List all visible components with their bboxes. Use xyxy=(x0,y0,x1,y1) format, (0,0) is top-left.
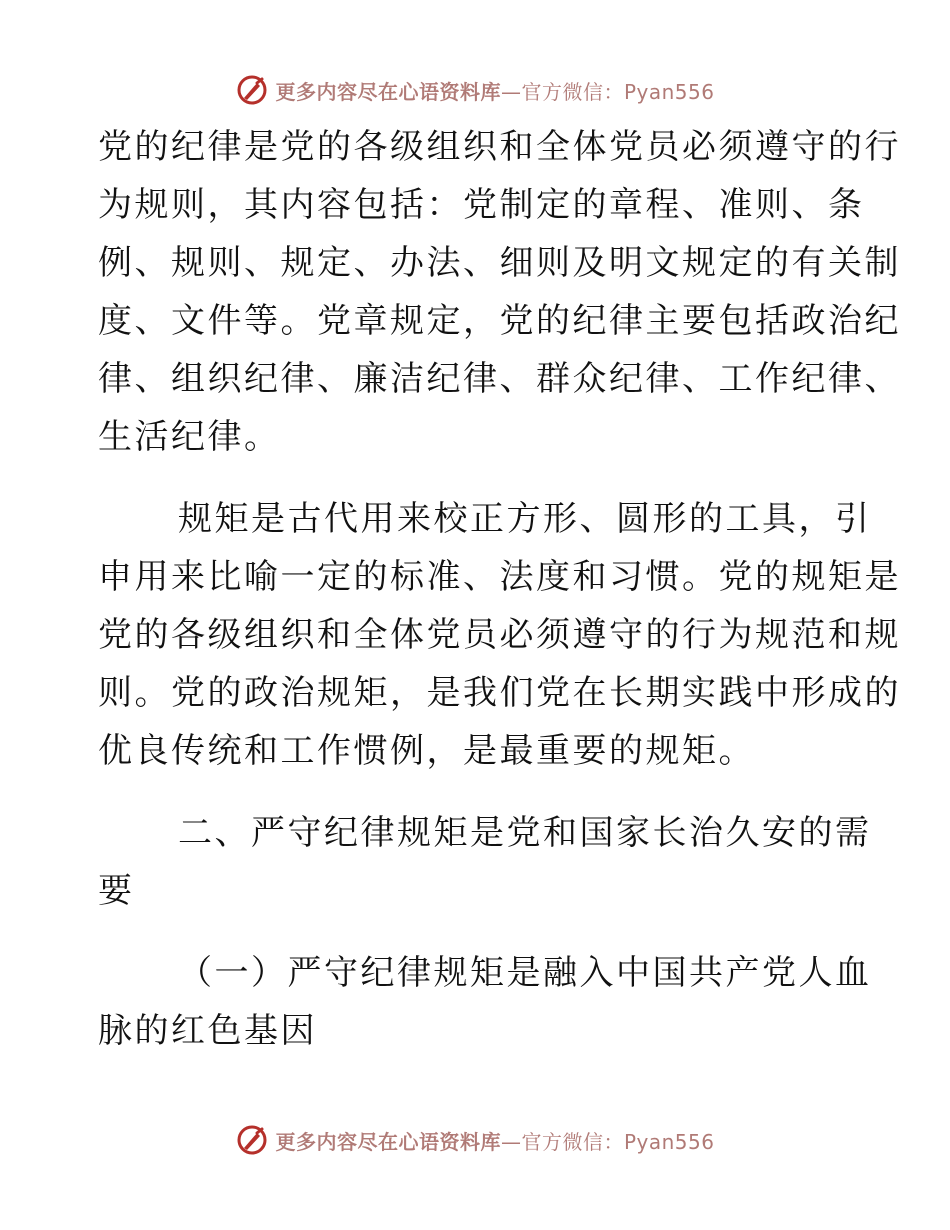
watermark-text xyxy=(275,1126,714,1155)
text-line: 为规则，其内容包括：党制定的章程、准则、条 xyxy=(98,185,865,225)
section-heading xyxy=(98,804,872,920)
watermark-official-account: —官方微信：Pyan556 xyxy=(500,1129,715,1154)
header-watermark xyxy=(0,70,950,110)
watermark-text xyxy=(275,76,714,105)
document-body xyxy=(98,118,901,1060)
pen-seal-icon xyxy=(235,1123,269,1157)
watermark-brand: 更多内容尽在心语资料库 xyxy=(275,79,501,104)
text-line: 例、规则、规定、办法、细则及明文规定的有关制 xyxy=(98,243,901,283)
text-line: 规矩是古代用来校正方形、圆形的工具，引 xyxy=(178,499,872,539)
footer-watermark xyxy=(0,1120,950,1160)
text-line: 优良传统和工作惯例，是最重要的规矩。 xyxy=(98,731,755,771)
heading-line: （一）严守纪律规矩是融入中国共产党人血 xyxy=(178,953,872,993)
heading-line: 要 xyxy=(98,871,135,911)
text-line: 申用来比喻一定的标准、法度和习惯。党的规矩是 xyxy=(98,557,901,597)
paragraph-rules xyxy=(98,490,901,780)
watermark-official-account: —官方微信：Pyan556 xyxy=(500,79,715,104)
text-line: 生活纪律。 xyxy=(98,417,281,457)
pen-seal-icon xyxy=(235,73,269,107)
text-line: 则。党的政治规矩，是我们党在长期实践中形成的 xyxy=(98,673,901,713)
heading-line: 二、严守纪律规矩是党和国家长治久安的需 xyxy=(178,813,872,853)
subsection-heading xyxy=(98,944,872,1060)
watermark-brand: 更多内容尽在心语资料库 xyxy=(275,1129,501,1154)
text-line: 律、组织纪律、廉洁纪律、群众纪律、工作纪律、 xyxy=(98,359,901,399)
paragraph-discipline xyxy=(98,118,901,466)
text-line: 度、文件等。党章规定，党的纪律主要包括政治纪 xyxy=(98,301,901,341)
heading-line: 脉的红色基因 xyxy=(98,1011,317,1051)
text-line: 党的纪律是党的各级组织和全体党员必须遵守的行 xyxy=(98,127,901,167)
text-line: 党的各级组织和全体党员必须遵守的行为规范和规 xyxy=(98,615,901,655)
